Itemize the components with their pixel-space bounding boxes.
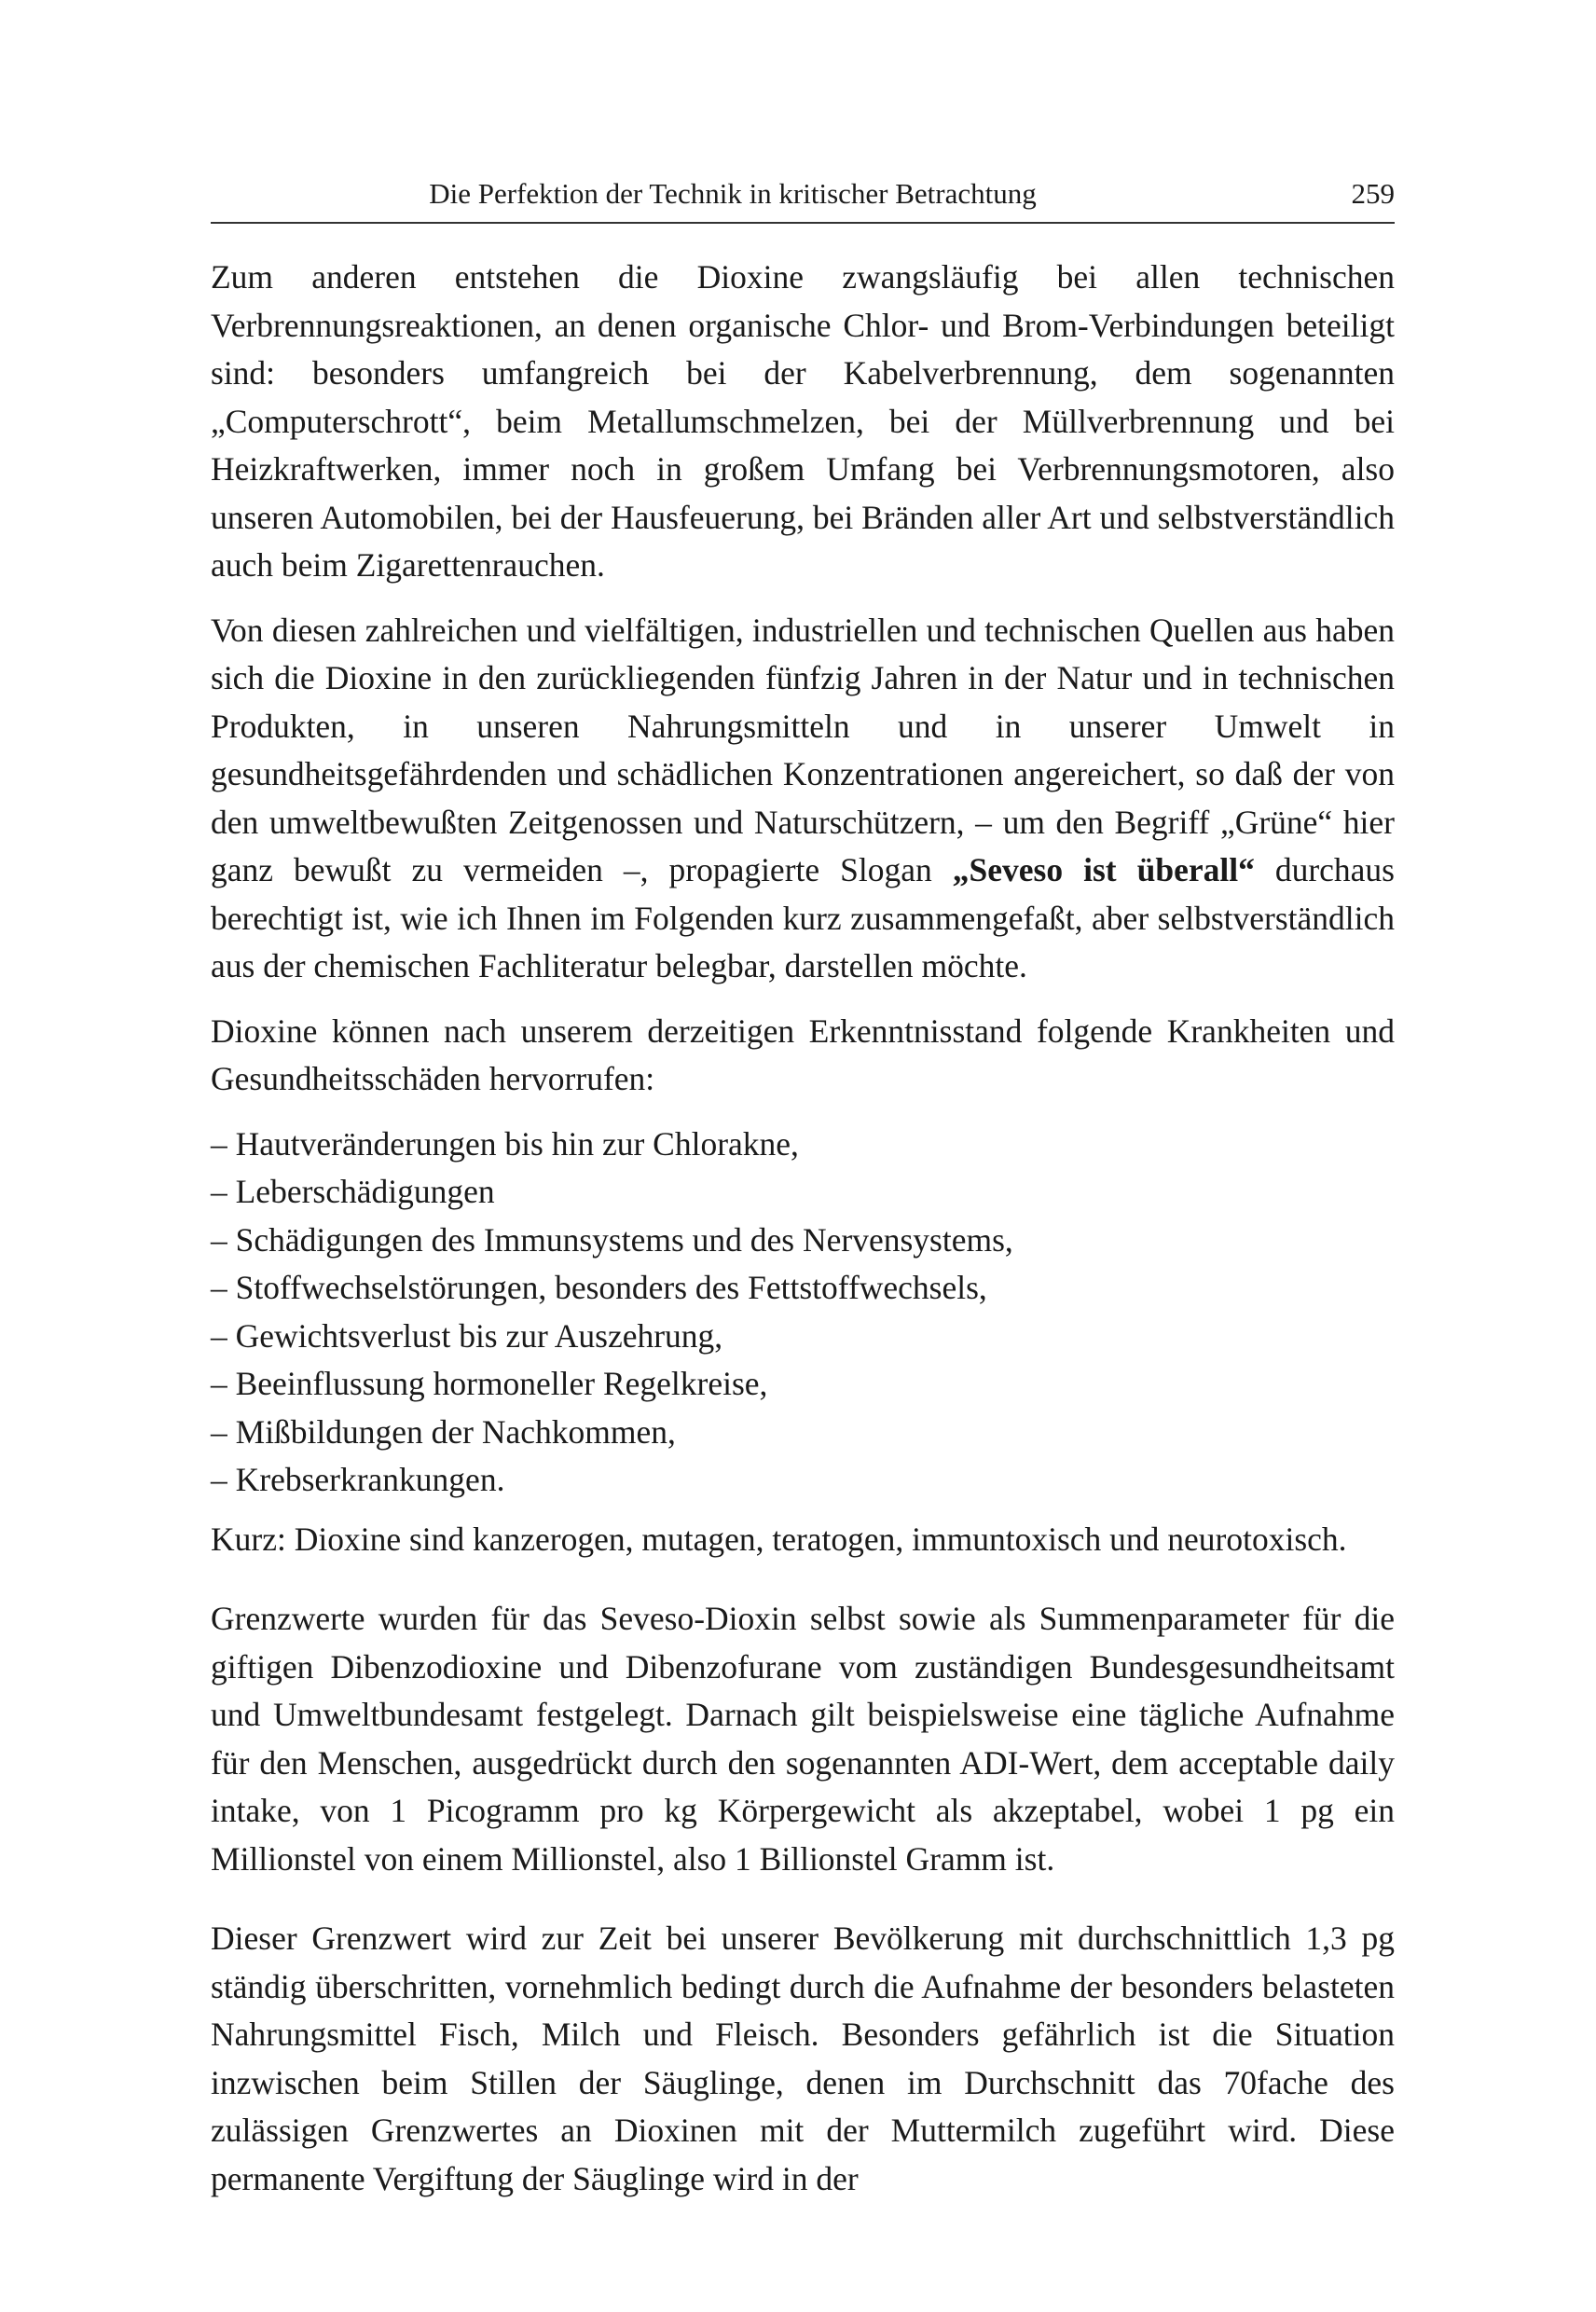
paragraph-belastung: Dieser Grenzwert wird zur Zeit bei unserer Bevölkerung mit durchschnittlich 1,3 pg ständig überschritten, vornehmlich bedingt durch die Aufnahme der besonders belasteten Nahrungsmittel Fisch, Milch und Fleisch. Besonders gefährlich ist die Situation inzwischen beim Stillen der Säuglinge, denen im Durchschnitt das 70fache des zulässigen Grenzwertes an Dioxinen mit der Muttermilch zugeführt wird. Diese permanente Vergiftung der Säuglinge wird in der — [211, 1920, 1395, 2197]
body-text — [211, 254, 1395, 2220]
page-number: 259 — [1351, 177, 1395, 210]
header-rule — [211, 222, 1395, 224]
list-item: – Hautveränderungen bis hin zur Chlorakne, — [211, 1121, 1395, 1169]
list-item: – Schädigungen des Immunsystems und des Nervensystems, — [211, 1217, 1395, 1265]
list-item: – Beeinflussung hormoneller Regelkreise, — [211, 1360, 1395, 1409]
paragraph-2-text-end: durchaus berechtigt ist, wie ich Ihnen im Folgenden kurz zusammengefaßt, aber selbstverständlich aus der chemischen Fachliteratur belegbar, darstellen möchte. — [211, 851, 1395, 984]
running-head — [211, 172, 1395, 216]
list-item: – Stoffwechselstörungen, besonders des Fettstoffwechsels, — [211, 1264, 1395, 1313]
paragraph-3: Dioxine können nach unserem derzeitigen Erkenntnisstand folgende Krankheiten und Gesundheitsschäden hervorrufen: — [211, 1012, 1395, 1097]
paragraph-grenzwerte: Grenzwerte wurden für das Seveso-Dioxin selbst sowie als Summenparameter für die giftigen Dibenzodioxine und Dibenzofurane vom zuständigen Bundesgesundheitsamt und Umweltbundesamt festgelegt. Darnach gilt beispielsweise eine tägliche Aufnahme für den Menschen, ausgedrückt durch den sogenannten ADI-Wert, dem acceptable daily intake, von 1 Picogramm pro kg Körpergewicht als akzeptabel, wobei 1 pg ein Millionstel von einem Millionstel, also 1 Billionstel Gramm ist. — [211, 1600, 1395, 1878]
paragraph-1: Zum anderen entstehen die Dioxine zwangsläufig bei allen technischen Verbrennungsreaktionen, an denen organische Chlor- und Brom-Verbindungen beteiligt sind: besonders umfangreich bei der Kabelverbrennung, dem sogenannten „Computerschrott“, beim Metallumschmelzen, bei der Müllverbrennung und bei Heizkraftwerken, immer noch in großem Umfang bei Verbrennungsmotoren, also unseren Automobilen, bei der Hausfeuerung, bei Bränden aller Art und selbstverständlich auch beim Zigarettenrauchen. — [211, 258, 1395, 584]
paragraph-summary: Kurz: Dioxine sind kanzerogen, mutagen, teratogen, immuntoxisch und neurotoxisch. — [211, 1520, 1347, 1558]
list-item: – Krebserkrankungen. — [211, 1456, 1395, 1505]
paragraph-2-text: Von diesen zahlreichen und vielfältigen, industriellen und technischen Quellen aus haben sich die Dioxine in den zurückliegenden fünfzig Jahren in der Natur und in technischen Produkten, in unseren Nahrungsmitteln und in unserer Umwelt in gesundheitsgefährdenden und schädlichen Konzentrationen angereichert, so daß der von den umweltbewußten Zeitgenossen und Naturschützern, – um den Begriff „Grüne“ hier ganz bewußt zu vermeiden –, propagierte Slogan — [211, 611, 1395, 888]
slogan-bold: „Seveso ist überall“ — [952, 851, 1255, 888]
paragraph-2 — [211, 607, 1395, 991]
list-item: – Leberschädigungen — [211, 1168, 1395, 1217]
list-item: – Mißbildungen der Nachkommen, — [211, 1409, 1395, 1457]
book-page — [211, 0, 1395, 2312]
list-item: – Gewichtsverlust bis zur Auszehrung, — [211, 1313, 1395, 1361]
disease-list — [211, 1121, 1395, 1505]
running-head-title: Die Perfektion der Technik in kritischer Betrachtung — [429, 177, 1037, 210]
